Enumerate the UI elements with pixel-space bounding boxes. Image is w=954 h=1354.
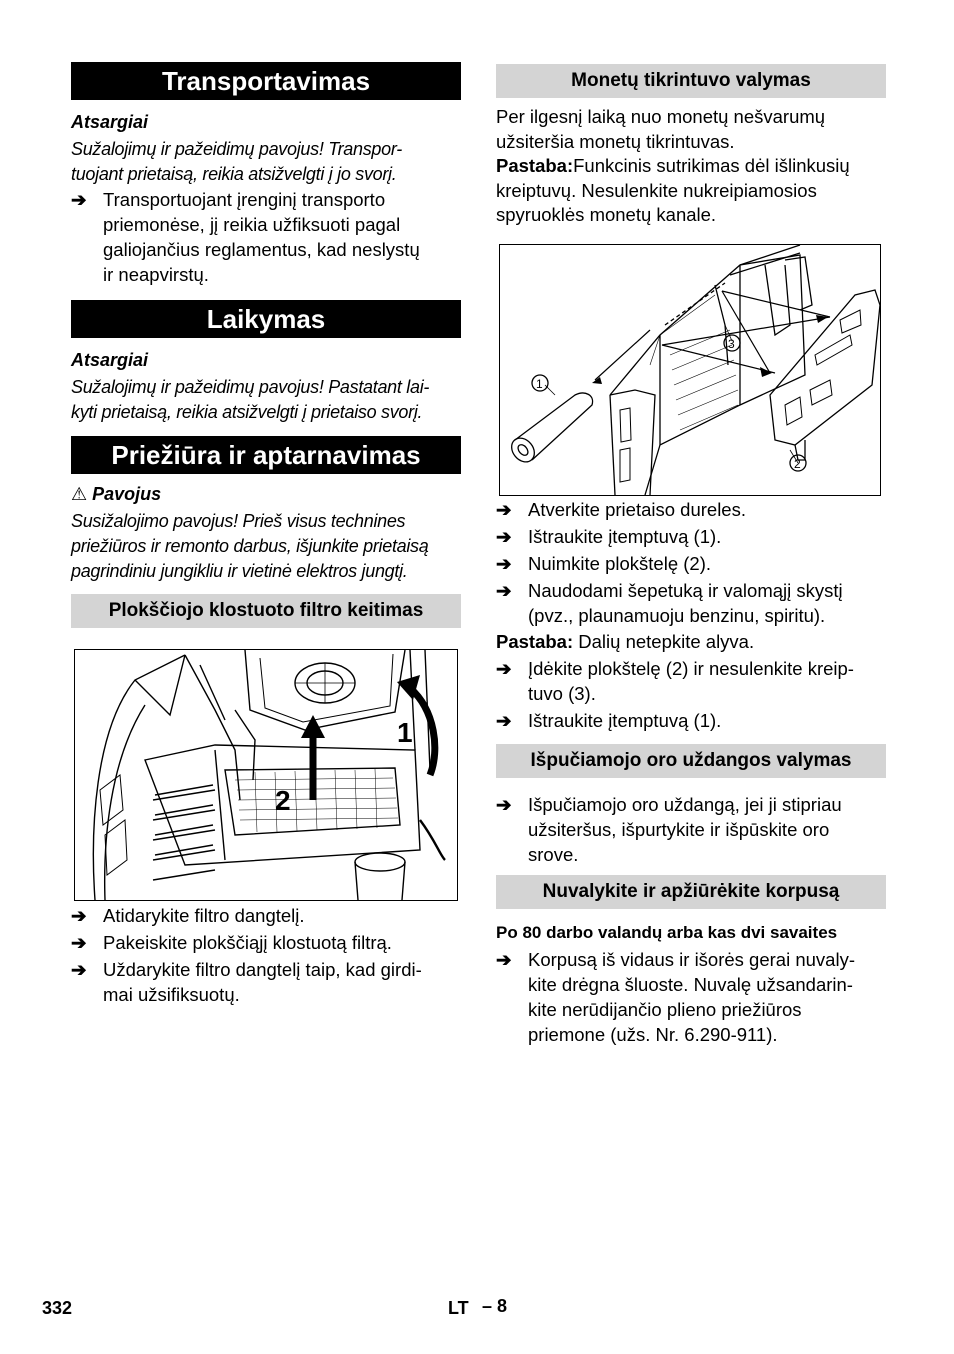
right-column bbox=[496, 64, 886, 1047]
danger-text: Susižalojimo pavojus! Prieš visus technines priežiūros ir remonto darbus, išjunkite prietaisą pagrindiniu jungikliu ir vietinė elektros jungtį. bbox=[71, 511, 429, 581]
heading-prieziura: Priežiūra ir aptarnavimas bbox=[71, 436, 461, 474]
caution-text: Sužalojimų ir pažeidimų pavojus! Transpor- tuojant prietaisą, reikia atsižvelgti į jo svorį. bbox=[71, 139, 402, 184]
coin-note2: Pastaba: Dalių netepkite alyva. bbox=[496, 630, 755, 652]
arrow-right-icon: ➔ bbox=[496, 579, 512, 601]
coin-bullets-a bbox=[496, 497, 886, 628]
arrow-right-icon: ➔ bbox=[496, 949, 512, 970]
coin-figure bbox=[499, 244, 881, 496]
heading-ispuciamojo-oro: Išpučiamojo oro uždangos valymas bbox=[496, 744, 886, 778]
caution-text: Sužalojimų ir pažeidimų pavojus! Pastatant lai- kyti prietaisą, reikia atsižvelgti į prietaiso svorį. bbox=[71, 377, 430, 422]
vacuum-filter-illustration bbox=[75, 650, 457, 900]
section-page: – 8 bbox=[482, 1296, 508, 1316]
blow-bullets bbox=[496, 792, 886, 867]
list-item: ➔ Nuimkite plokštelę (2). bbox=[496, 552, 712, 574]
callout-3: 3 bbox=[728, 336, 735, 351]
heading-laikymas: Laikymas bbox=[71, 300, 461, 338]
figure-label-1: 1 bbox=[397, 717, 413, 748]
list-item: ➔ Įdėkite plokštelę (2) ir nesulenkite kreip- tuvo (3). bbox=[496, 658, 854, 704]
arrow-right-icon: ➔ bbox=[496, 552, 512, 574]
transport-bullets bbox=[71, 187, 461, 287]
arrow-right-icon: ➔ bbox=[496, 525, 512, 547]
list-item: ➔ Ištraukite įtemptuvą (1). bbox=[496, 710, 722, 731]
heading-filtro-keitimas: Plokščiojo klostuoto filtro keitimas bbox=[71, 594, 461, 628]
list-item: ➔ Korpusą iš vidaus ir išorės gerai nuvaly- kite drėgna šluoste. Nuvalę užsandarin- kite nerūdijančio plieno priežiūros priemone (užs. Nr. 6.290-911). bbox=[496, 949, 855, 1045]
warning-triangle-icon: ⚠ bbox=[71, 484, 88, 504]
heading-transportavimas: Transportavimas bbox=[71, 62, 461, 100]
housing-interval: Po 80 darbo valandų arba kas dvi savaites bbox=[496, 923, 838, 942]
arrow-right-icon: ➔ bbox=[71, 905, 87, 926]
callout-2: 2 bbox=[794, 456, 801, 471]
arrow-right-icon: ➔ bbox=[496, 658, 512, 679]
arrow-right-icon: ➔ bbox=[496, 498, 512, 520]
arrow-right-icon: ➔ bbox=[496, 794, 512, 815]
left-column bbox=[71, 62, 461, 1007]
arrow-right-icon: ➔ bbox=[496, 710, 512, 731]
arrow-right-icon: ➔ bbox=[71, 189, 87, 210]
filter-figure bbox=[74, 649, 458, 901]
caution-title: Atsargiai bbox=[71, 350, 149, 370]
list-item: ➔ Ištraukite įtemptuvą (1). bbox=[496, 525, 722, 547]
callout-1: 1 bbox=[536, 376, 543, 391]
list-item: ➔ Išpučiamojo oro uždangą, jei ji stipriau užsiteršus, išpurtykite ir išpūskite oro srove. bbox=[496, 794, 842, 865]
page-number: 332 bbox=[42, 1298, 73, 1318]
arrow-right-icon: ➔ bbox=[71, 932, 87, 953]
list-item: ➔ Naudodami šepetuką ir valomąjį skystį (pvz., plaunamuoju benzinu, spiritu). bbox=[496, 579, 843, 626]
filter-bullets bbox=[71, 903, 461, 1007]
list-item: ➔ Atverkite prietaiso dureles. bbox=[496, 498, 746, 520]
housing-bullets bbox=[496, 947, 886, 1047]
coin-intro: Per ilgesnį laiką nuo monetų nešvarumų užsiteršia monetų tikrintuvas. bbox=[496, 106, 826, 152]
danger-title: ⚠ Pavojus bbox=[71, 484, 162, 504]
language-code: LT bbox=[448, 1298, 469, 1318]
caution-title: Atsargiai bbox=[71, 112, 149, 132]
arrow-right-icon: ➔ bbox=[71, 959, 87, 980]
figure-label-2: 2 bbox=[275, 785, 291, 816]
coin-note: Pastaba:Funkcinis sutrikimas dėl išlinkusių kreiptuvų. Nesulenkite nukreipiamosios spyruoklės monetų kanale. bbox=[496, 155, 850, 225]
heading-monetu-tikrintuvo: Monetų tikrintuvo valymas bbox=[496, 64, 886, 98]
coin-validator-illustration bbox=[500, 245, 880, 495]
coin-bullets-b bbox=[496, 656, 886, 733]
list-item: ➔ Transportuojant įrenginį transporto priemonėse, jį reikia užfiksuoti pagal galiojančius reglamentus, kad neslystų ir neapvirstų. bbox=[71, 189, 420, 285]
list-item: ➔ Pakeiskite plokščiąjį klostuotą filtrą. bbox=[71, 932, 392, 953]
list-item: ➔ Atidarykite filtro dangtelį. bbox=[71, 905, 305, 926]
list-item: ➔ Uždarykite filtro dangtelį taip, kad girdi- mai užsifiksuotų. bbox=[71, 959, 422, 1005]
heading-korpusas: Nuvalykite ir apžiūrėkite korpusą bbox=[496, 875, 886, 909]
